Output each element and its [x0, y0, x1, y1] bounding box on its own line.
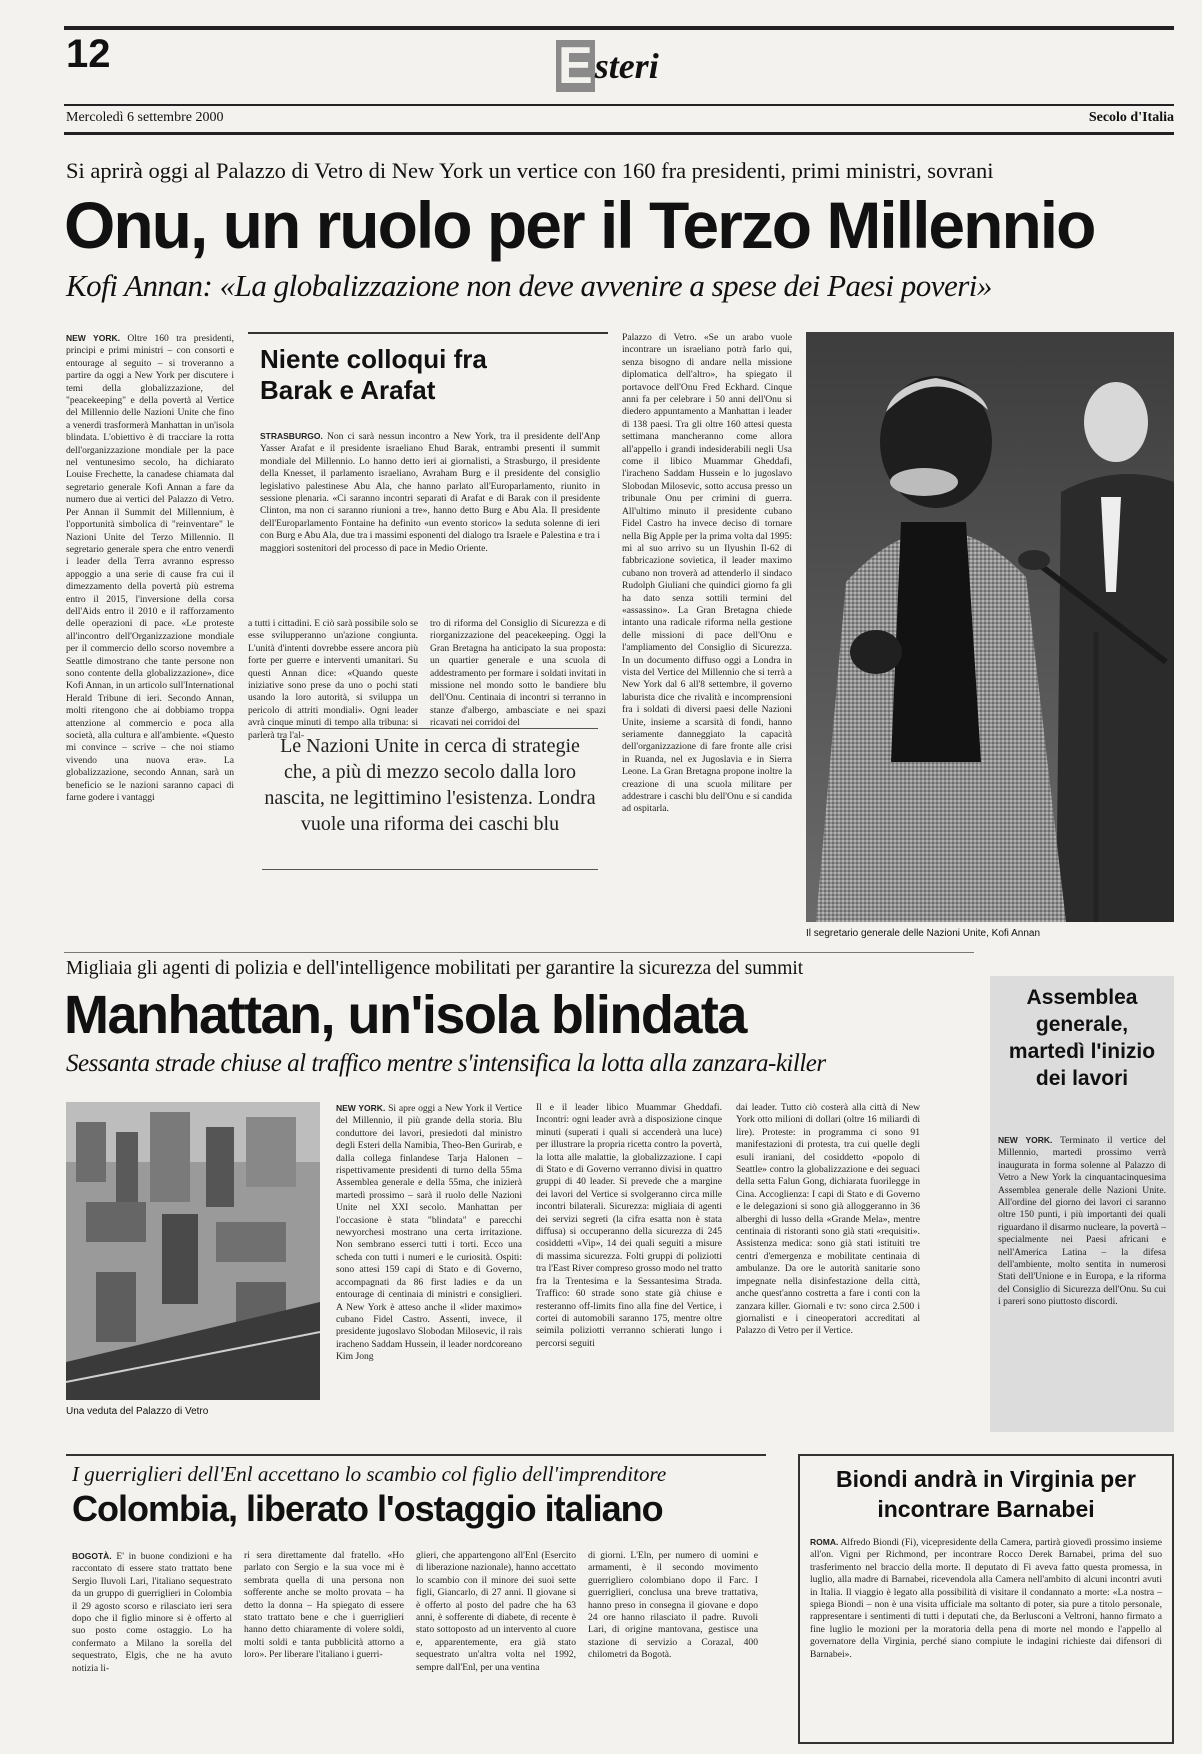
- masthead-rule: [64, 104, 1174, 106]
- biondi-headline: Biondi andrà in Virginia per incontrare Barnabei: [836, 1466, 1136, 1522]
- barak-box: [248, 332, 608, 606]
- manhattan-col-1: NEW YORK. Si apre oggi a New York il Vertice del Millennio, il più grande della storia. Blu conduttore dei lavori, presiedoti dal ministro degli Esteri della Namibia, Theo-Ben Gurirab, e dalla collega finlandese Tarja Halonen – rispettivamente presidenti di turno della 55ma Assemblea generale e della 55ma, che inizierà martedì prossimo – sarà il ruolo delle Nazioni Unite nel XXI secolo. Manhattan per l'occasione è stata "blindata" e parecchi newyorchesi mostrano una certa irritazione. Non sembrano esserci tutti i torti. Ecco una scheda con tutti i numeri e le curiosità. Ospiti: sono attesi 159 capi di Stato e di Governo, accompagnati da 86 first ladies e da un entourage di centinaia di ministri e consiglieri. A New York è atteso anche il «lider maximo» cubano Fidel Castro. Assenti, invece, il presidente jugoslavo Slobodan Milosevic, il raìs iracheno Saddam Hussein, il leader nordcoreano Kim Jong: [336, 1103, 522, 1363]
- assemblea-headline: Assemblea generale, martedì l'inizio dei lavori: [1008, 986, 1156, 1090]
- assemblea-box: [990, 976, 1174, 1432]
- onu-col-1: NEW YORK. Oltre 160 tra presidenti, principi e primi ministri – con consorti e entourage al seguito – si troveranno a partire da oggi a New York per discutere i temi della globalizzazione, del "peacekeeping" e della povertà al Vertice del Millennio delle Nazioni Unite che fino a venerdì trasformerà Manhattan in un'isola blindata. L'obiettivo è di tracciare la rotta dell'organizzazione mondiale per la pace nel ventunesimo secolo, ha dichiarato Louise Frechette, la canadese chiamata dal segretario generale Kofi Annan a fare da numero due ai vertici del Palazzo di Vetro. Per Annan il Summit del Millennium, è l'opportunità simbolica di "reinventare" le Nazioni Unite del Terzo Millennio. Il segretario generale spera che entro venerdì i leader della Terra avranno espresso appoggio a una serie di cause fra cui il dimezzamento della povertà più estrema entro il 2015, l'inversione della corsa dell'Aids entro il 2010 e il rafforzamento delle operazioni di pace. «Le proteste all'incontro dell'Organizzazione mondiale per il commercio dello scorso novembre a Seattle dimostrano che tante persone non sono contente della globalizzazione», dice Kofi Annan, in un articolo sull'International Herald Tribune di ieri. Secondo Annan, molti ritengono che ai dobbiamo troppa attenzione al commercio e poca alla società, alla cultura e all'ambiente. «Questo mi convince – scrive – che noi stiamo vivendo una nuova era». La globalizzazione, secondo Annan, sarà un beneficio se le nazioni saranno capaci di farne godere i vantaggi: [66, 333, 234, 804]
- colombia-article: [66, 1454, 766, 1746]
- palazzo-vetro-photo: [66, 1102, 320, 1400]
- palazzo-vetro-caption: Una veduta del Palazzo di Vetro: [66, 1406, 209, 1417]
- colombia-col-4: di giorni. L'Eln, per numero di uomini e armamenti, è il secondo movimento guerrigliero colombiano dopo il Farc. I guerriglieri, conclusa una breve trattativa, hanno preso in consegna il giovane e dopo 24 ore hanno rilasciato il padre. Ruvoli Lari, di origine mantovana, gestisce una stazione di servizio a Corazal, 400 chilometri da Bogotà.: [588, 1550, 758, 1661]
- biondi-text: ROMA. Alfredo Biondi (Fi), vicepresidente della Camera, partirà giovedì prossimo insieme all'on. Vigni per Richmond, per incontrare Rocco Derek Barnabei, prima del suo trasferimento nel braccio della morte. Il deputato di Fi aveva fatto questa promessa, in luglio, alla madre di Barnabei, ricevendola alla Camera nell'ambito di alcuni incontri avuti in Italia. Il viaggio è legato alla possibilità di visitare il condannato a morte: «La nostra – spiega Biondi – non è una visita ufficiale ma soltanto di poter, sia pure a titolo personale, rappresentare i sentimenti di tutti i deputati che, da Berlusconi a Veltroni, hanno firmato a fine luglio le mozioni per la moratoria della pena di morte nel mondo e l'appello al governatore della Virginia, perché siano compiute le indagini richieste dai difensori di Barnabei».: [810, 1537, 1162, 1660]
- manhattan-col-3: dai leader. Tutto ciò costerà alla città di New York otto milioni di dollari (oltre 16 miliardi di lire). Proteste: in programma ci sono 91 manifestazioni di protesta, tra cui quelle degli esuli iraniani, del cosiddetto «popolo di Seattle» contro la globalizzazione e dei seguaci della setta Falun Gong, dichiarata fuorilegge in Cina. Accoglienza: I capi di Stato e di Governo e le delegazioni si sono già alloggeranno in 36 alberghi di lusso della «Grande Mela», mentre centinaia di ristoranti sono già stati «requisiti». Assistenza medica: sono già stati istituiti tre centri d'emergenza e mobilitate centinaia di ambulanze. Da ore le autorità sanitarie sono impegnate nella disinfestazione della città, anche quest'anno costretta a fare i conti con la zanzara killer. Giornali e tv: sono circa 2.500 i giornalisti e i cineoperatori accreditati al Palazzo di Vetro per il Vertice.: [736, 1102, 920, 1337]
- onu-col-3: tro di riforma del Consiglio di Sicurezza e di riorganizzazione del peacekeeping. Oggi la Gran Bretagna ha anticipato la sua proposta: un quartier generale e una scuola di addestramento per formare i soldati invitati in missione nel mondo sotto le bandiere blu dell'Onu. Centinaia di incontri si terranno in stanze d'albergo, ambasciate e nei spazi ricavati nei corridoi del: [430, 618, 606, 729]
- colombia-col-1: BOGOTÀ. E' in buone condizioni e ha raccontato di essere stato trattato bene Sergio Iluvoli Lari, l'italiano sequestrato da un gruppo di guerriglieri in Colombia il 29 agosto scorso e rilasciato ieri sera dopo che il figlio minore si è offerto al suo posto come ostaggio. Lo ha confermato a Milano la sorella del sequestrato, Elgis, che ne ha avuto notizia li-: [72, 1551, 232, 1674]
- manhattan-dateline: NEW YORK.: [336, 1103, 386, 1113]
- top-rule: [64, 26, 1174, 30]
- assemblea-text: NEW YORK. Terminato il vertice del Millennio, martedì prossimo verrà inaugurata in forma solenne al Palazzo di Vetro a New York la cinquantacinquesima Assemblea generale delle Nazioni Unite. All'ordine del giorno dei lavori ci saranno oltre 150 punti, i più importanti dei quali riguardano il disarmo nucleare, la povertà – specialmente nei Paesi africani e nell'America Latina – la difesa dell'ambiente, molto sentita in numerosi Stati dell'Unione e in Europa, e la riforma del Consiglio di Sicurezza dell'Onu. Su cui i pareri sono piuttosto discordi.: [998, 1135, 1166, 1308]
- onu-headline: Onu, un ruolo per il Terzo Millennio: [64, 188, 1095, 262]
- newspaper-name: Secolo d'Italia: [1088, 110, 1174, 125]
- onu-subhead: Kofi Annan: «La globalizzazione non deve avvenire a spese dei Paesi poveri»: [66, 268, 992, 303]
- colombia-col-2: ri sera direttamente dal fratello. «Ho parlato con Sergio e la sua voce mi è sembrata quella di una persona non sofferente anche se molto provata – ha detto la donna – Ha spiegato di essere stato trattato bene e che i guerriglieri hanno detto chiaramente di volere soldi, molti soldi e tanta pubblicità attorno a loro». Per liberare l'italiano i guerri-: [244, 1550, 404, 1661]
- biondi-box: [798, 1454, 1174, 1744]
- manhattan-headline: Manhattan, un'isola blindata: [64, 985, 746, 1045]
- assemblea-dateline: NEW YORK.: [998, 1135, 1053, 1145]
- barak-dateline: STRASBURGO.: [260, 431, 323, 441]
- manhattan-subhead: Sessanta strade chiuse al traffico mentre s'intensifica la lotta alla zanzara-killer: [66, 1050, 826, 1077]
- manhattan-top-rule: [64, 952, 974, 953]
- section-name: steri: [594, 46, 659, 86]
- onu-kicker: Si aprirà oggi al Palazzo di Vetro di New York un vertice con 160 fra presidenti, primi ministri, sovrani: [66, 158, 994, 183]
- masthead-bottom-rule: [64, 132, 1174, 135]
- barak-text: STRASBURGO. Non ci sarà nessun incontro a New York, tra il presidente dell'Anp Yasser Arafat e il presidente israeliano Ehud Barak, entrambi presenti il summit mondiale del Millennio. Lo hanno detto ieri ai giornalisti, a Strasburgo, il presidente della Knesset, il parlamento israeliano, Avraham Burg e il presidente del consiglio legislativo palestinese Abu Ala, che hanno parlato all'Europarlamento, riunito in sessione plenaria. «Ci saranno incontri separati di Arafat e di Barak con il presidente Clinton, ma non ci saranno riunioni a tre», hanno detto Burg e Abu Ala. Il presidente dell'Europarlamento Fontaine ha definito «un evento storico» la seduta solenne di ieri con Burg e Abu Ala, due tra i massimi esponenti del dialogo tra Israele e Palestina e tra i maggiori sostenitori del processo di pace in Medio Oriente.: [260, 431, 601, 554]
- onu-col-3-bottom: [430, 870, 606, 932]
- aerial-city-illustration: [66, 1102, 320, 1400]
- section-initial: E: [558, 37, 593, 95]
- colombia-dateline: BOGOTÀ.: [72, 1551, 112, 1561]
- manhattan-kicker: Migliaia gli agenti di polizia e dell'intelligence mobilitati per garantire la sicurezza del summit: [66, 958, 804, 979]
- biondi-dateline: ROMA.: [810, 1537, 839, 1547]
- onu-col-2-bottom: [248, 870, 418, 932]
- kofi-annan-caption: Il segretario generale delle Nazioni Unite, Kofi Annan: [806, 928, 1041, 939]
- kofi-annan-photo: [806, 332, 1174, 922]
- issue-date: Mercoledì 6 settembre 2000: [66, 110, 224, 125]
- page-number: 12: [66, 32, 111, 76]
- onu-col-4: Palazzo di Vetro. «Se un arabo vuole incontrare un israeliano potrà farlo qui, senza bisogno di andare nella missione diplomatica dell'altro», ha spiegato il portavoce dell'Onu Fred Eckhard. Cinque anni fa per celebrare i 50 anni dell'Onu si diedero appuntamento a Manhattan i leader di 138 paesi. Tra gli oltre 160 attesi questa settimana mancheranno come allora all'appello i grandi indesiderabili negli Usa come il libico Muammar Gheddafi, l'iracheno Saddam Hussein e lo jugoslavo Slobodan Milosevic, sotto accusa presso un tribunale Onu per crimini di guerra. All'ultimo minuto il presidente cubano Fidel Castro ha invece deciso di tornare nella Big Apple per la prima volta dal 1995: mi al suo arrivo su un Ilyushin Il-62 di fabbricazione sovietica, il leader maximo cubano non troverà ad attenderlo il sindaco Rudolph Giuliani che quindici giorno fa gli ha dato senza sottili termini del «assassino». La Gran Bretagna chiede intanto una radicale riforma nella gestione delle missioni di pace dell'Onu e l'ampliamento del Consiglio di Sicurezza. In un documento diffuso oggi a Londra in vista del Vertice del Millennio che si terrà a New York dal 6 all'8 settembre, il governo laburista dice che rivalità e incomprensioni fra i soldati di diversi paesi delle Nazioni Unite, insieme a scarsità di fondi, hanno seriamente danneggiato la capacità dell'organizzazione di fare fronte alle crisi in Ruanda, nel ex Jugoslavia e in Sierra Leone. La Gran Bretagna propone inoltre la creazione di una scuola militare per addestrare i caschi blu dell'Onu e si candida ad ospitarla.: [622, 332, 792, 815]
- colombia-headline: Colombia, liberato l'ostaggio italiano: [72, 1488, 663, 1529]
- pull-quote: Le Nazioni Unite in cerca di strategie che, a più di mezzo secolo dalla loro nascita, ne legittimino l'esistenza. Londra vuole una riforma dei caschi blu: [262, 728, 598, 870]
- onu-col-2: a tutti i cittadini. E ciò sarà possibile solo se esse svilupperanno un'azione congiunta. L'unità d'intenti dovrebbe essere ancora più forte per guerre e interventi umanitari. Su questi Annan dice: «Quando queste iniziative sono prese da uno o pochi stati usando la loro autorità, si sviluppa un pericolo di attriti mondiali». Ogni leader avrà cinque minuti di tempo alla tribuna: si parlerà tra l'al-: [248, 618, 418, 741]
- kofi-annan-illustration: [806, 332, 1174, 922]
- colombia-kicker: I guerriglieri dell'Enl accettano lo scambio col figlio dell'imprenditore: [72, 1462, 667, 1486]
- colombia-col-3: glieri, che appartengono all'Enl (Esercito di liberazione nazionale), hanno accettato lo scambio con il minore dei suoi sette figli, Giancarlo, di 27 anni. Il giovane si è offerto al posto del padre che ha 63 anni, è sofferente di diabete, di recente è stato sottoposto ad un intervento al cuore e, apparentemente, era già stato sequestrato un'altra volta nel 1992, sempre dall'Enl, per una ventina: [416, 1550, 576, 1673]
- manhattan-col-2: Il e il leader libico Muammar Gheddafi. Incontri: ogni leader avrà a disposizione cinque minuti (superati i quali si accenderà una luce) per illustrare la propria ricetta contro la povertà, la lotta alle malattie, la globalizzazione. I capi di Stato e di Governo verranno divisi in quattro gruppi di 40 leader. Si prevede che a margine dei lavori del Vertice si svolgeranno circa mille incontri bilaterali. Sicurezza: migliaia di agenti dei servizi segreti (la cifra esatta non è stata diffusa) si occuperanno della sicurezza di 245 cosiddetti «Vip», 14 dei quali seguiti a misure di massima sicurezza. Folti gruppi di poliziotti tra l'East River compreso grosso modo nel tratto fra la Trentesima e la Sessantesima Strada. Traffico: 60 strade sono state già chiuse e resteranno off-limits fino alla fine del Vertice, i cortei di automobili saranno 175, mentre oltre seimila poliziotti verranno schierati lungo i percorsi seguiti: [536, 1102, 722, 1349]
- onu-dateline: NEW YORK.: [66, 333, 120, 343]
- barak-headline: Niente colloqui fra Barak e Arafat: [260, 344, 487, 405]
- section-title: [556, 37, 659, 96]
